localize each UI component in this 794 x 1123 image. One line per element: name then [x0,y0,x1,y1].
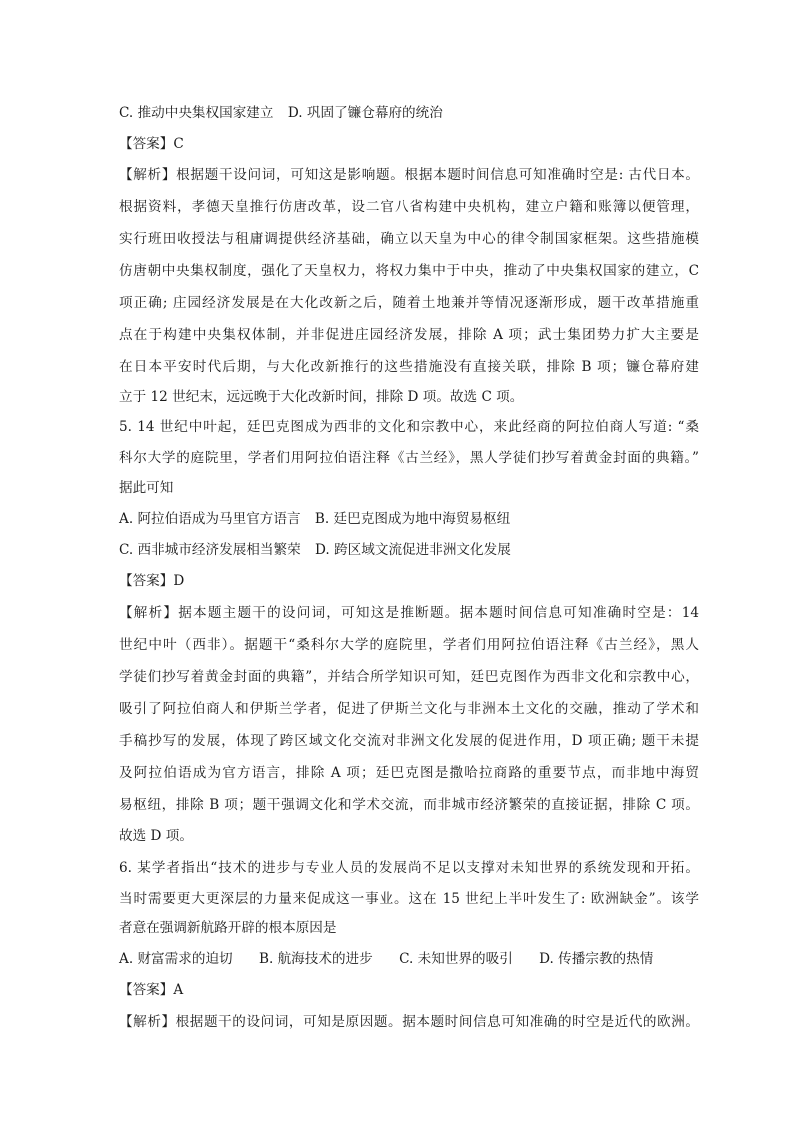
q6-option-b: B. 航海技术的进步 [258,951,373,967]
q5-options-line2 [119,540,699,560]
q5-analysis-line: 世纪中叶（西非）。据题干“桑科尔大学的庭院里，学者们用阿拉伯语注释《古兰经》，黑人 [119,637,699,653]
q6-option-c: C. 未知世界的吸引 [399,951,513,967]
q4-analysis-line: 【解析】根据题干设问词，可知这是影响题。根据本题时间信息可知准确时空是: 古代日本。 [119,167,699,183]
q5-analysis-line: 【解析】据本题主题干的设问词，可知这是推断题。据本题时间信息可知准确时空是：14 [119,605,699,621]
q5-option-b: B. 廷巴克图成为地中海贸易枢纽 [314,511,511,527]
q6-answer: 【答案】A [119,982,184,998]
q4-analysis-line: 实行班田收授法与租庸调提供经济基础，确立以天皇为中心的律令制国家框架。这些措施模 [119,231,699,247]
q5-stem-line: 5. 14 世纪中叶起，廷巴克图成为西非的文化和宗教中心，来此经商的阿拉伯商人写道: “桑 [119,419,699,435]
q4-option-c: C. 推动中央集权国家建立 [119,105,274,121]
q4-analysis-line: 立于 12 世纪末，远远晚于大化改新时间，排除 D 项。故选 C 项。 [119,389,524,405]
q6-option-a: A. 财富需求的迫切 [119,951,233,967]
q5-analysis-line: 学徒们抄写着黄金封面的典籍”，并结合所学知识可知，廷巴克图作为西非文化和宗教中心， [119,669,699,685]
q5-option-a: A. 阿拉伯语成为马里官方语言 [119,511,301,527]
q5-option-d: D. 跨区域文流促进非洲文化发展 [315,542,511,558]
q5-analysis-line: 故选 D 项。 [119,828,193,844]
q6-stem-line: 者意在强调新航路开辟的根本原因是 [119,920,337,936]
q6-option-d: D. 传播宗教的热情 [539,951,654,967]
q4-analysis-line: 根据资料，孝德天皇推行仿唐改革，设二官八省构建中央机构，建立户籍和账簿以便管理， [119,199,699,215]
q6-analysis-line: 【解析】根据题干的设问词，可知是原因题。据本题时间信息可知准确的时空是近代的欧洲。 [119,1014,699,1030]
q5-analysis-line: 手稿抄写的发展，体现了跨区域文化交流对非洲文化发展的促进作用，D 项正确; 题干未提 [119,733,699,749]
q4-analysis-line: 项正确; 庄园经济发展是在大化改新之后，随着土地兼并等情况逐渐形成，题干改革措施重 [119,295,699,311]
q4-options-line2 [119,103,699,123]
q5-stem-line: 科尔大学的庭院里，学者们用阿拉伯语注释《古兰经》，黑人学徒们抄写着黄金封面的典籍。” [119,450,699,466]
q4-answer: 【答案】C [119,136,184,152]
q4-analysis-line: 点在于构建中央集权体制，并非促进庄园经济发展，排除 A 项；武士集团势力扩大主要是 [119,327,699,343]
q5-options-line1 [119,509,699,529]
q6-options [119,949,699,969]
q6-stem-line: 6. 某学者指出“技术的进步与专业人员的发展尚不足以支撑对未知世界的系统发现和开拓。 [119,860,699,876]
q5-analysis-line: 易枢纽，排除 B 项；题干强调文化和学术交流，而非城市经济繁荣的直接证据，排除 C 项。 [119,797,699,813]
q4-analysis-line: 在日本平安时代后期，与大化改新推行的这些措施没有直接关联，排除 B 项；镰仓幕府建 [119,359,699,375]
q5-answer: 【答案】D [119,573,185,589]
q5-analysis-line: 吸引了阿拉伯商人和伊斯兰学者，促进了伊斯兰文化与非洲本土文化的交融，推动了学术和 [119,701,699,717]
q4-option-d: D. 巩固了镰仓幕府的统治 [287,105,443,121]
q5-stem-line: 据此可知 [119,480,174,496]
q5-analysis-line: 及阿拉伯语成为官方语言，排除 A 项；廷巴克图是撒哈拉商路的重要节点，而非地中海贸 [119,765,699,781]
q4-analysis-line: 仿唐朝中央集权制度，强化了天皇权力，将权力集中于中央，推动了中央集权国家的建立，C [119,263,699,279]
q6-stem-line: 当时需要更大更深层的力量来促成这一事业。这在 15 世纪上半叶发生了: 欧洲缺金”。该学 [119,891,699,907]
q5-option-c: C. 西非城市经济发展相当繁荣 [119,542,301,558]
